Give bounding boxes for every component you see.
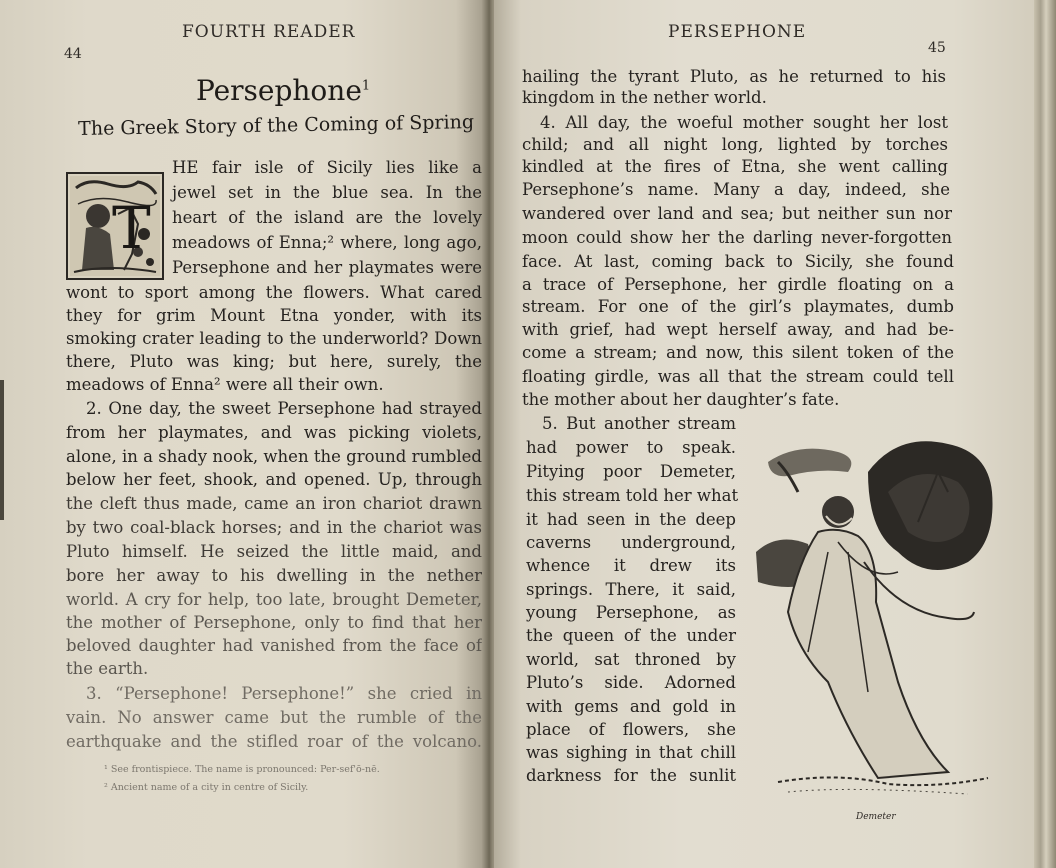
body-line: by two coal-black horses; and in the chariot was: [66, 518, 482, 537]
body-line: there, Pluto was king; but here, surely, the: [66, 352, 482, 371]
page-edge-stack: [1034, 0, 1056, 868]
body-line: come a stream; and now, this silent token of the: [522, 343, 954, 362]
body-line: kingdom in the nether world.: [522, 88, 767, 107]
body-line: vain. No answer came but the rumble of the: [66, 708, 482, 727]
title-footnote-marker: 1: [361, 78, 371, 94]
dropcap-letter: T: [112, 194, 151, 262]
footnote: ¹ See frontispiece. The name is pronounced: Per-sef'ō-nē.: [104, 764, 380, 775]
illustration-caption: Demeter: [856, 812, 896, 822]
body-line: heart of the island are the lovely: [172, 208, 482, 227]
illuminated-dropcap: [66, 172, 164, 280]
body-line: they for grim Mount Etna yonder, with its: [66, 306, 482, 325]
column-line: young Persephone, as: [526, 603, 736, 622]
column-line: it had seen in the deep: [526, 510, 736, 529]
left-page-number: 44: [64, 46, 82, 62]
body-line: stream. For one of the girl’s playmates, dumb: [522, 297, 954, 316]
column-line: place of flowers, she: [526, 720, 736, 739]
dropcap-illustration-icon: [68, 174, 162, 278]
body-line: with grief, had wept herself away, and had be-: [522, 320, 954, 339]
body-line: beloved daughter had vanished from the face of: [66, 636, 482, 655]
footnote: ² Ancient name of a city in centre of Sicily.: [104, 782, 309, 793]
column-line: with gems and gold in: [526, 697, 736, 716]
body-line: Persephone’s name. Many a day, indeed, she: [522, 180, 950, 199]
left-running-head: FOURTH READER: [182, 22, 356, 42]
body-line: wandered over land and sea; but neither sun nor: [522, 204, 952, 223]
body-line: the mother of Persephone, only to find that her: [66, 613, 482, 632]
column-line: springs. There, it said,: [526, 580, 736, 599]
body-line: Persephone and her playmates were: [172, 258, 482, 277]
column-line: Pluto’s side. Adorned: [526, 673, 736, 692]
page-tab-marker: [0, 380, 4, 520]
body-line: the earth.: [66, 659, 149, 678]
column-line: the queen of the under: [526, 626, 736, 645]
body-line: smoking crater leading to the underworld? Down: [66, 329, 482, 348]
body-line: kindled at the fires of Etna, she went calling: [522, 157, 948, 176]
column-line: was sighing in that chill: [526, 743, 736, 762]
body-line: jewel set in the blue sea. In the: [172, 183, 482, 202]
column-line: Pitying poor Demeter,: [526, 462, 736, 481]
story-title: Persephone$^1$: [196, 74, 371, 107]
column-line: darkness for the sunlit: [526, 766, 736, 785]
body-line: floating girdle, was all that the stream could tell: [522, 367, 954, 386]
body-line: 4. All day, the woeful mother sought her lost: [540, 113, 948, 132]
right-page-number: 45: [928, 40, 946, 56]
body-line: child; and all night long, lighted by torches: [522, 135, 948, 154]
body-line: 3. “Persephone! Persephone!” she cried in: [86, 684, 482, 703]
body-line: HE fair isle of Sicily lies like a: [172, 158, 482, 177]
body-line: 2. One day, the sweet Persephone had strayed: [86, 399, 482, 418]
right-running-head: PERSEPHONE: [668, 22, 807, 42]
column-line: had power to speak.: [526, 438, 736, 457]
column-line: this stream told her what: [526, 486, 739, 505]
body-line: below her feet, shook, and opened. Up, through: [66, 470, 482, 489]
column-line: 5. But another stream: [542, 414, 736, 433]
body-line: the cleft thus made, came an iron chariot drawn: [66, 494, 482, 513]
column-line: whence it drew its: [526, 556, 736, 575]
body-line: meadows of Enna² were all their own.: [66, 375, 384, 394]
body-line: from her playmates, and was picking violets,: [66, 423, 482, 442]
left-page: [0, 0, 490, 868]
demeter-illustration: [748, 432, 996, 812]
body-line: earthquake and the stifled roar of the volcano.: [66, 732, 482, 751]
body-line: face. At last, coming back to Sicily, she found: [522, 252, 954, 271]
body-line: alone, in a shady nook, when the ground rumbled: [66, 447, 482, 466]
story-subtitle: The Greek Story of the Coming of Spring: [78, 111, 475, 140]
body-line: wont to sport among the flowers. What cared: [66, 283, 482, 302]
body-line: moon could show her the darling never-forgotten: [522, 228, 952, 247]
body-line: meadows of Enna;² where, long ago,: [172, 233, 482, 252]
body-line: hailing the tyrant Pluto, as he returned to his: [522, 67, 946, 86]
column-line: caverns underground,: [526, 533, 736, 552]
body-line: a trace of Persephone, her girdle floating on a: [522, 275, 954, 294]
body-line: Pluto himself. He seized the little maid, and: [66, 542, 482, 561]
body-line: world. A cry for help, too late, brought Demeter,: [66, 590, 482, 609]
body-line: bore her away to his dwelling in the nether: [66, 566, 482, 585]
column-line: world, sat throned by: [526, 650, 736, 669]
body-line: the mother about her daughter’s fate.: [522, 390, 840, 409]
